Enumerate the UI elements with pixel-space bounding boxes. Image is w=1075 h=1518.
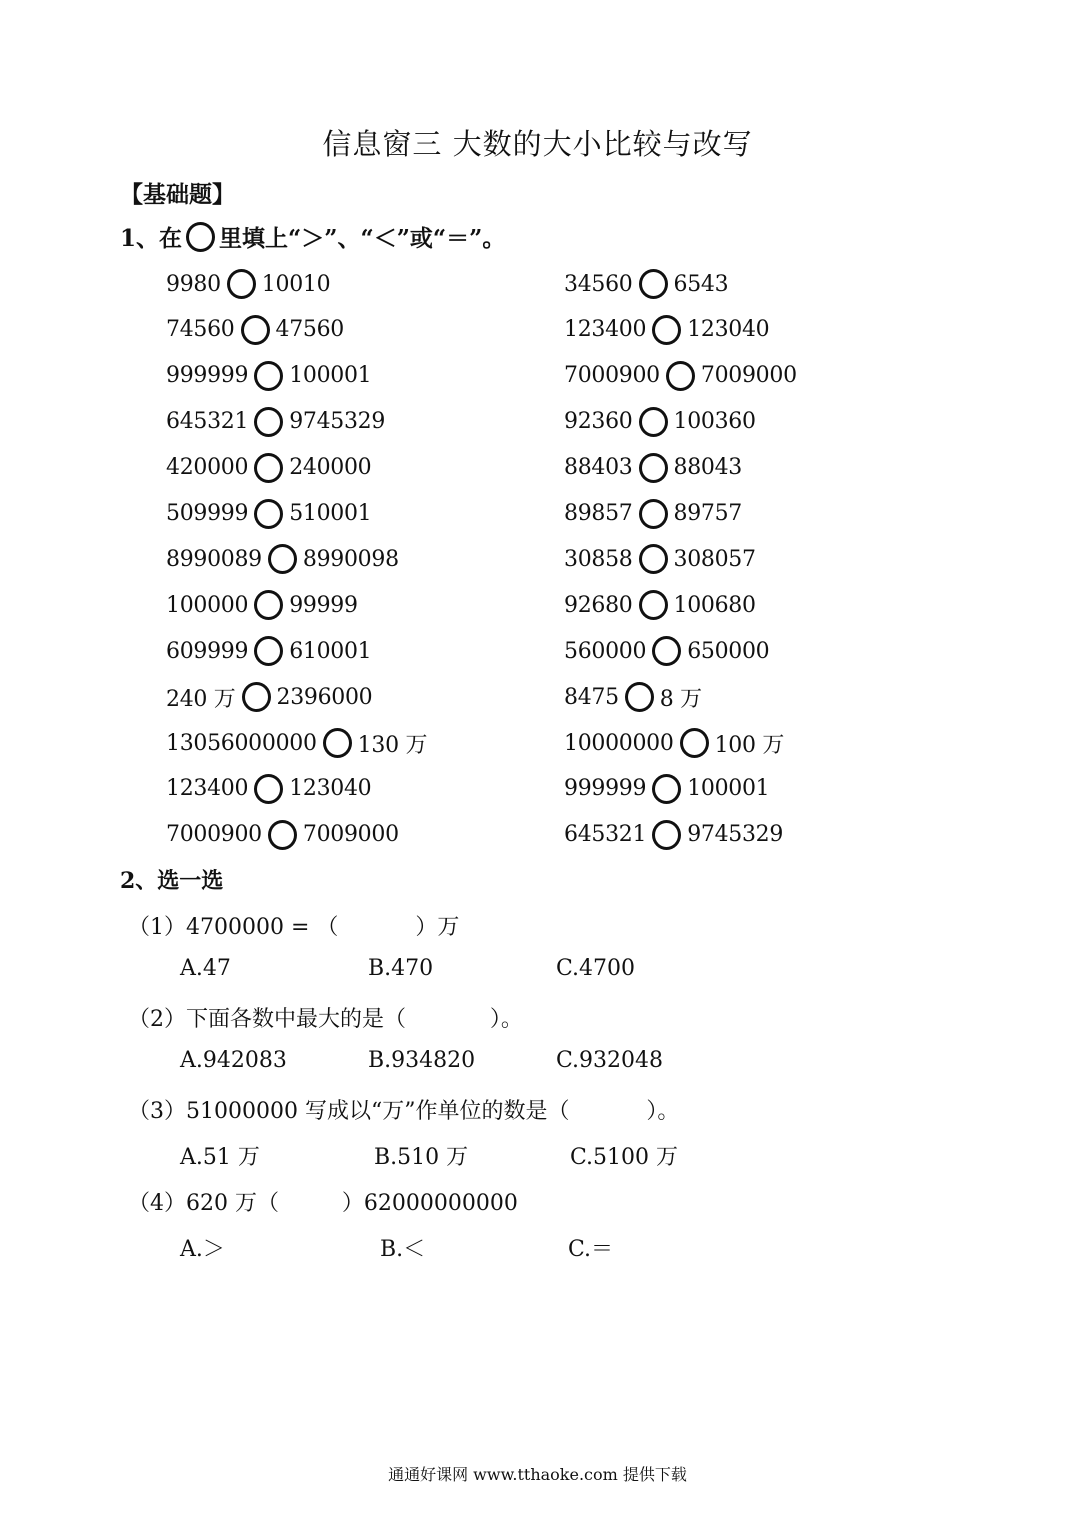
page-title: 信息窗三 大数的大小比较与改写 — [322, 127, 753, 161]
answer-circle[interactable] — [254, 499, 283, 529]
comparison-item — [564, 539, 756, 579]
comparison-left-number: 10000000 — [564, 730, 674, 756]
comparison-item — [166, 631, 371, 671]
comparison-item — [166, 356, 371, 396]
comparison-right-number: 123040 — [687, 317, 770, 343]
comparison-right-number: 9745329 — [687, 822, 784, 848]
option-a[interactable]: A.＞ — [180, 1237, 225, 1262]
comparison-right-number: 100001 — [289, 363, 372, 389]
comparison-left-number: 509999 — [166, 501, 249, 526]
comparison-right-number: 123040 — [289, 776, 372, 802]
comparison-right-number: 610001 — [289, 638, 372, 664]
comparison-item — [564, 585, 756, 625]
comparison-item — [564, 494, 742, 534]
question-2-2-options — [180, 1048, 663, 1073]
comparison-left-number: 8475 — [564, 684, 619, 710]
comparison-item — [564, 310, 769, 350]
comparison-item — [166, 494, 371, 534]
question-1-prefix: 1、在 — [120, 225, 183, 252]
comparison-left-number: 9980 — [166, 271, 221, 297]
question-2-1-options — [180, 956, 635, 981]
answer-circle[interactable] — [639, 407, 668, 437]
comparison-left-number: 89857 — [564, 501, 633, 526]
comparison-right-number: 100360 — [673, 409, 756, 435]
question-2-1-stem: （1）4700000 = （ ）万 — [128, 915, 460, 940]
comparison-left-number: 92360 — [564, 409, 633, 435]
question-2-3-options — [180, 1140, 678, 1171]
comparison-right-number: 88043 — [673, 455, 742, 481]
comparison-right-number: 7009000 — [302, 822, 399, 848]
question-1-suffix: 里填上“＞”、“＜”或“＝”。 — [219, 225, 506, 252]
comparison-right-number: 650000 — [687, 638, 770, 664]
answer-circle[interactable] — [652, 820, 681, 850]
answer-circle[interactable] — [254, 453, 283, 483]
answer-circle[interactable] — [254, 590, 283, 620]
option-b[interactable]: B.＜ — [380, 1237, 426, 1262]
comparison-item — [166, 539, 399, 579]
comparison-right-number: 8 万 — [659, 686, 702, 712]
answer-circle[interactable] — [241, 315, 270, 345]
question-2-4-stem: （4）620 万（ ）62000000000 — [128, 1191, 518, 1216]
answer-circle[interactable] — [666, 361, 695, 391]
comparison-right-number: 510001 — [289, 501, 372, 526]
comparison-left-number: 13056000000 — [166, 730, 317, 756]
answer-circle[interactable] — [323, 728, 352, 758]
option-a[interactable]: A.51 万 — [180, 1145, 260, 1170]
answer-circle[interactable] — [254, 407, 283, 437]
answer-circle[interactable] — [652, 774, 681, 804]
answer-circle[interactable] — [268, 820, 297, 850]
comparison-left-number: 100000 — [166, 592, 249, 618]
option-a[interactable]: A.942083 — [180, 1048, 287, 1073]
answer-circle[interactable] — [639, 269, 668, 299]
section-heading-basic: 【基础题】 — [120, 181, 235, 208]
answer-circle[interactable] — [652, 636, 681, 666]
comparison-left-number: 645321 — [166, 409, 249, 435]
comparison-item — [166, 677, 372, 717]
answer-circle[interactable] — [652, 315, 681, 345]
option-a[interactable]: A.47 — [180, 956, 231, 981]
answer-circle[interactable] — [227, 269, 256, 299]
answer-circle[interactable] — [639, 590, 668, 620]
comparison-item — [166, 448, 371, 488]
comparison-right-number: 6543 — [673, 271, 729, 297]
option-b[interactable]: B.470 — [368, 956, 434, 981]
comparison-right-number: 10010 — [261, 271, 331, 297]
comparison-right-number: 7009000 — [700, 363, 797, 389]
comparison-right-number: 9745329 — [289, 409, 386, 435]
answer-circle[interactable] — [625, 682, 654, 712]
comparison-right-number: 240000 — [289, 455, 372, 481]
comparison-right-number: 99999 — [289, 592, 358, 618]
comparison-item — [166, 769, 371, 809]
question-2-title: 2、选一选 — [120, 868, 224, 894]
answer-circle[interactable] — [254, 636, 283, 666]
comparison-left-number: 560000 — [564, 638, 647, 664]
comparison-right-number: 8990098 — [302, 546, 399, 572]
comparison-right-number: 100001 — [687, 776, 770, 802]
comparison-left-number: 609999 — [166, 638, 249, 664]
option-b[interactable]: B.510 万 — [374, 1145, 469, 1170]
comparison-item — [564, 769, 769, 809]
option-c[interactable]: C.5100 万 — [570, 1145, 679, 1170]
comparison-left-number: 999999 — [564, 776, 647, 802]
answer-circle[interactable] — [639, 499, 668, 529]
comparison-right-number: 308057 — [673, 546, 756, 572]
question-2-4-options — [180, 1232, 613, 1263]
option-c[interactable]: C.＝ — [568, 1237, 614, 1262]
comparison-item — [564, 402, 756, 442]
comparison-left-number: 74560 — [166, 317, 235, 343]
comparison-left-number: 8990089 — [166, 546, 262, 572]
option-c[interactable]: C.932048 — [556, 1048, 664, 1073]
answer-circle[interactable] — [639, 544, 668, 574]
option-c[interactable]: C.4700 — [556, 956, 636, 981]
question-1-prompt — [120, 220, 505, 253]
answer-circle[interactable] — [680, 728, 709, 758]
question-2-2-stem: （2）下面各数中最大的是（ ）。 — [128, 1007, 523, 1032]
circle-icon — [186, 222, 215, 252]
comparison-left-number: 92680 — [564, 592, 633, 618]
comparison-item — [166, 402, 385, 442]
comparison-item — [166, 310, 344, 350]
comparison-left-number: 123400 — [166, 776, 249, 802]
comparison-item — [166, 264, 330, 304]
answer-circle[interactable] — [639, 453, 668, 483]
comparison-right-number: 2396000 — [276, 684, 373, 710]
footer-credit: 通通好课网 www.tthaoke.com 提供下载 — [388, 1465, 687, 1484]
answer-circle[interactable] — [268, 544, 297, 574]
comparison-item — [564, 356, 797, 396]
comparison-item — [564, 723, 784, 763]
question-2-3-stem: （3）51000000 写成以“万”作单位的数是（ ）。 — [128, 1099, 680, 1124]
comparison-item — [166, 723, 427, 763]
comparison-left-number: 34560 — [564, 271, 633, 297]
comparison-left-number: 240 万 — [166, 686, 236, 712]
comparison-left-number: 7000900 — [564, 363, 660, 389]
comparison-right-number: 100 万 — [714, 732, 785, 758]
comparison-item — [564, 448, 742, 488]
comparison-right-number: 47560 — [275, 317, 344, 343]
answer-circle[interactable] — [254, 774, 283, 804]
comparison-left-number: 999999 — [166, 363, 249, 389]
comparison-item — [166, 815, 399, 855]
comparison-item — [564, 264, 728, 304]
comparison-right-number: 89757 — [673, 501, 742, 526]
answer-circle[interactable] — [254, 361, 283, 391]
comparison-item — [564, 677, 702, 717]
comparison-left-number: 123400 — [564, 317, 647, 343]
comparison-left-number: 420000 — [166, 455, 249, 481]
comparison-item — [166, 585, 358, 625]
comparison-left-number: 645321 — [564, 822, 647, 848]
comparison-item — [564, 631, 769, 671]
comparison-item — [564, 815, 783, 855]
comparison-right-number: 100680 — [673, 592, 756, 618]
comparison-left-number: 30858 — [564, 546, 633, 572]
option-b[interactable]: B.934820 — [368, 1048, 476, 1073]
comparison-left-number: 7000900 — [166, 822, 262, 848]
comparison-right-number: 130 万 — [357, 732, 428, 758]
comparison-left-number: 88403 — [564, 455, 633, 481]
answer-circle[interactable] — [242, 682, 271, 712]
